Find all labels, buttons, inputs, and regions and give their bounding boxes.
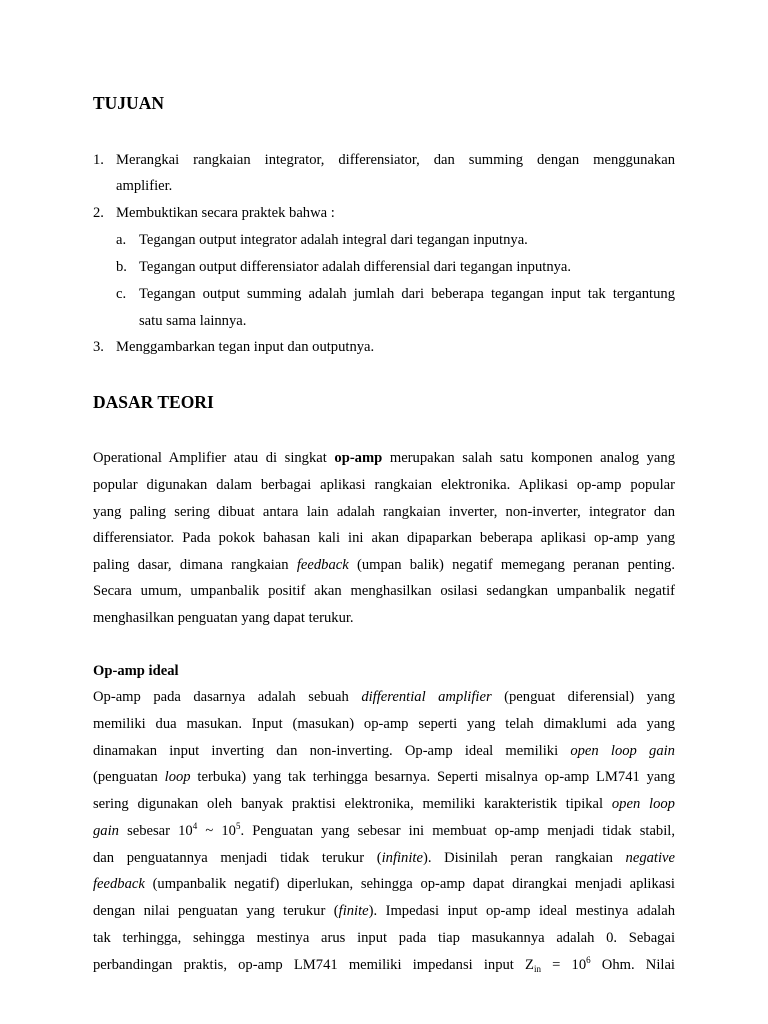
list-item-text: Merangkai rangkaian integrator, differensiator, dan summing dengan menggunakan (116, 152, 675, 168)
paragraph-line: (penguatan loop terbuka) yang tak terhingga besarnya. Seperti misalnya op-amp LM741 yang (93, 769, 675, 785)
sublist-letter: c. (116, 286, 127, 302)
paragraph-line: perbandingan praktis, op-amp LM741 memiliki impedansi input $Z_{in} = 10^6$ Ohm. Nilai (93, 955, 675, 974)
paragraph-line: gain sebesar $10^4$ ~ $10^5$. Penguatan yang sebesar ini membuat op-amp menjadi tidak stabil, (93, 821, 675, 839)
paragraph-line: Operational Amplifier atau di singkat op-amp merupakan salah satu komponen analog yang (93, 450, 676, 466)
paragraph-line: Op-amp pada dasarnya adalah sebuah differential amplifier (penguat diferensial) yang (93, 689, 675, 705)
paragraph-line: Secara umum, umpanbalik positif akan menghasilkan osilasi sedangkan umpanbalik negatif (93, 583, 675, 599)
paragraph-line: tak terhingga, sehingga mestinya arus input pada tiap masukannya adalah 0. Sebagai (93, 930, 675, 946)
paragraph-line: paling dasar, dimana rangkaian feedback (umpan balik) negatif memegang peranan penting. (93, 557, 675, 573)
paragraph-line: menghasilkan penguatan yang dapat terukur. (93, 610, 354, 626)
sublist-item-text: Tegangan output differensiator adalah differensial dari tegangan inputnya. (139, 259, 572, 275)
paragraph-line: dengan nilai penguatan yang terukur (finite). Impedasi input op-amp ideal mestinya adalah (93, 903, 675, 919)
paragraph-line: feedback (umpanbalik negatif) diperlukan, sehingga op-amp dapat dirangkai menjadi aplikasi (93, 876, 675, 892)
list-item-text: Menggambarkan tegan input dan outputnya. (116, 339, 375, 355)
paragraph-line: popular digunakan dalam berbagai aplikasi rangkaian elektronika. Aplikasi op-amp popular (93, 477, 675, 493)
list-number: 3. (93, 339, 104, 355)
paragraph-line: yang paling sering dibuat antara lain adalah rangkaian inverter, non-inverter, integrator dan (93, 504, 675, 520)
paragraph-line: differensiator. Pada pokok bahasan kali ini akan dipaparkan beberapa aplikasi op-amp yang (93, 530, 675, 546)
sublist-letter: a. (116, 232, 127, 248)
paragraph-line: dan penguatannya menjadi tidak terukur (infinite). Disinilah peran rangkaian negative (93, 850, 675, 866)
sublist-item-text: Tegangan output summing adalah jumlah dari beberapa tegangan input tak tergantung (139, 286, 675, 302)
paragraph-line: memiliki dua masukan. Input (masukan) op-amp seperti yang telah dimaklumi ada yang (93, 716, 675, 732)
paragraph-line: sering digunakan oleh banyak praktisi elektronika, memiliki karakteristik tipikal open loop (93, 796, 675, 812)
heading-dasar-teori: DASAR TEORI (93, 392, 214, 412)
heading-tujuan: TUJUAN (93, 93, 164, 113)
sublist-letter: b. (116, 259, 127, 275)
sublist-item-text: satu sama lainnya. (139, 313, 247, 329)
list-number: 1. (93, 152, 104, 168)
list-item-text: Membuktikan secara praktek bahwa : (116, 205, 335, 221)
sublist-item-text: Tegangan output integrator adalah integral dari tegangan inputnya. (139, 232, 528, 248)
list-item-text: amplifier. (116, 178, 173, 194)
subheading-op-amp-ideal: Op-amp ideal (93, 663, 179, 679)
paragraph-line: dinamakan input inverting dan non-inverting. Op-amp ideal memiliki open loop gain (93, 743, 675, 759)
list-number: 2. (93, 205, 104, 221)
